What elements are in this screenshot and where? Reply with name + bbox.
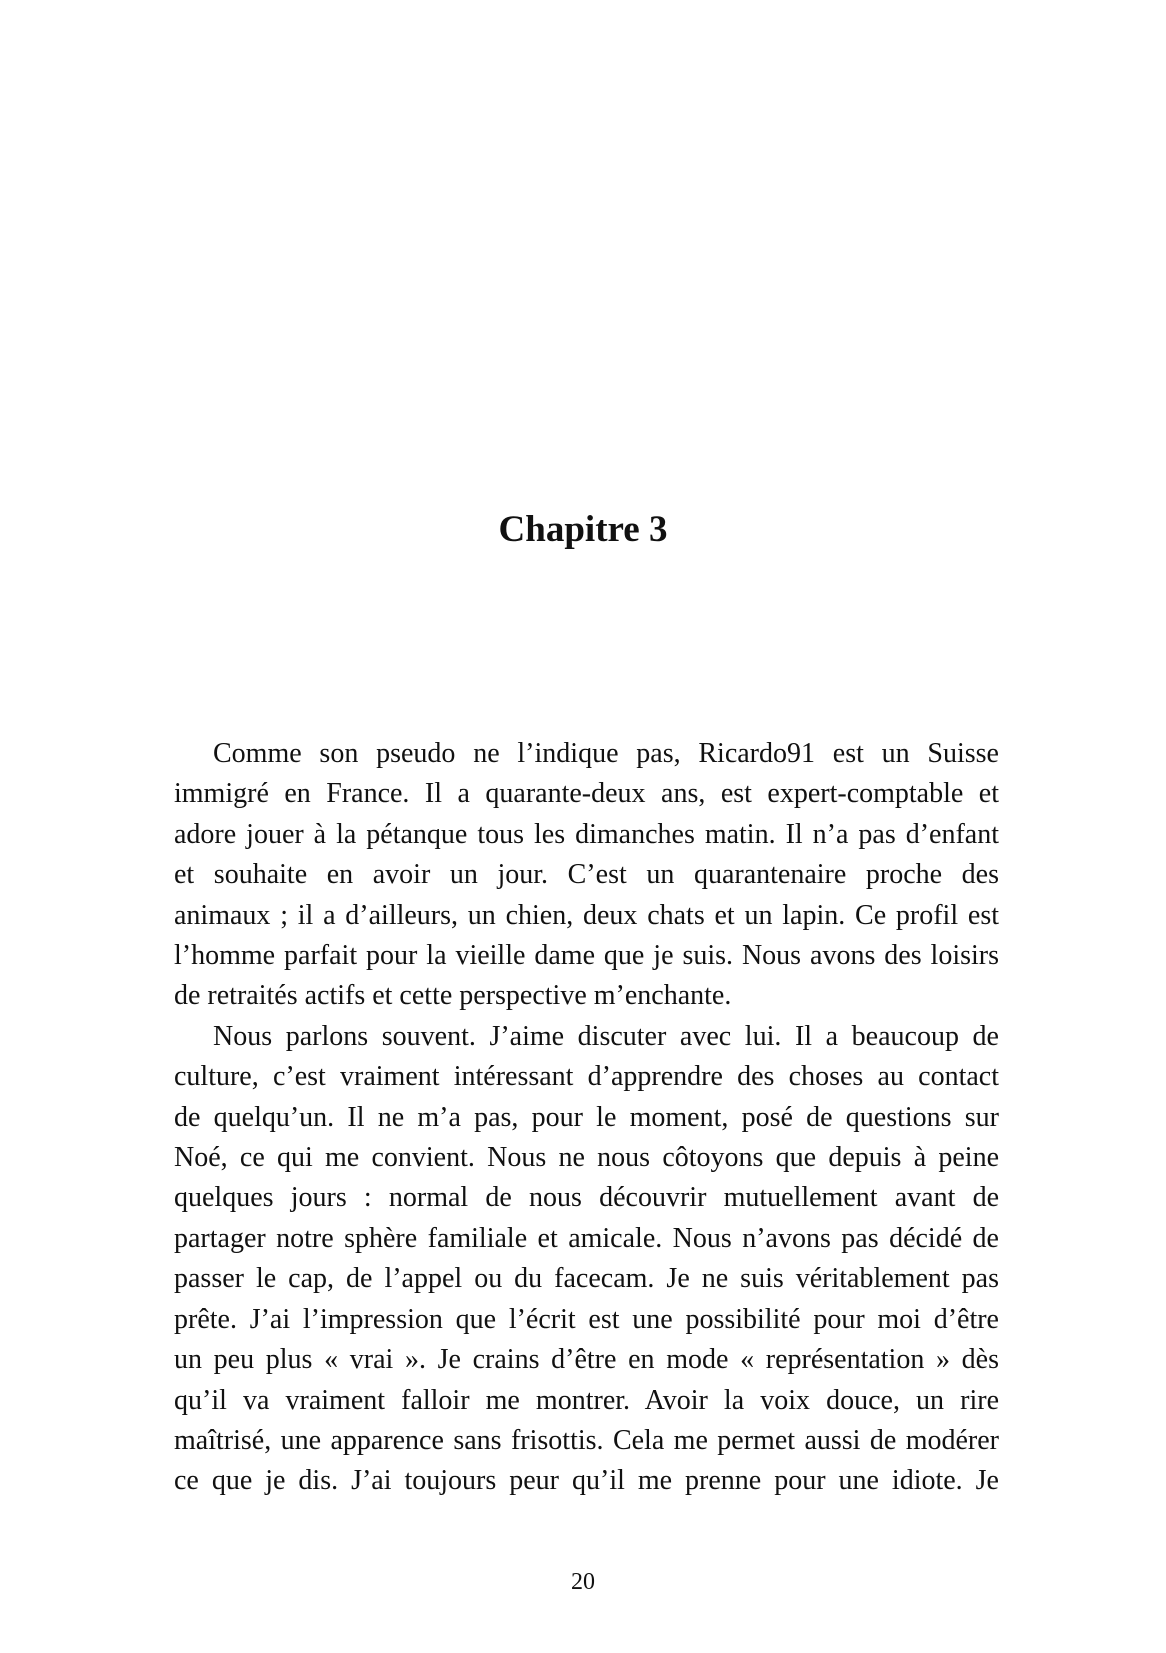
text-line: de quelqu’un. Il ne m’a pas, pour le moment, posé de questions sur — [174, 1101, 999, 1133]
text-line: Nous parlons souvent. J’aime discuter avec lui. Il a beaucoup de — [213, 1020, 999, 1052]
paragraph-1 — [135, 734, 999, 1017]
text-line: et souhaite en avoir un jour. C’est un quarantenaire proche des — [174, 859, 999, 891]
text-line: ce que je dis. J’ai toujours peur qu’il me prenne pour une idiote. Je — [174, 1465, 999, 1497]
text-line: adore jouer à la pétanque tous les dimanches matin. Il n’a pas d’enfant — [174, 818, 999, 850]
text-line: partager notre sphère familiale et amicale. Nous n’avons pas décidé de — [174, 1222, 999, 1254]
text-line: un peu plus « vrai ». Je crains d’être en mode « représentation » dès — [174, 1344, 999, 1376]
text-line: quelques jours : normal de nous découvrir mutuellement avant de — [174, 1182, 999, 1214]
text-line: culture, c’est vraiment intéressant d’apprendre des choses au contact — [174, 1061, 999, 1093]
text-line: Noé, ce qui me convient. Nous ne nous côtoyons que depuis à peine — [174, 1142, 999, 1174]
text-line: animaux ; il a d’ailleurs, un chien, deux chats et un lapin. Ce profil est — [174, 899, 999, 931]
text-line: prête. J’ai l’impression que l’écrit est une possibilité pour moi d’être — [174, 1303, 999, 1335]
text-line: de retraités actifs et cette perspective m’enchante. — [174, 980, 732, 1012]
paragraph-2 — [135, 1017, 999, 1502]
text-line: l’homme parfait pour la vieille dame que je suis. Nous avons des loisirs — [174, 940, 999, 972]
body-text — [135, 734, 999, 1502]
text-line: passer le cap, de l’appel ou du facecam. Je ne suis véritablement pas — [174, 1263, 999, 1295]
text-line: maîtrisé, une apparence sans frisottis. Cela me permet aussi de modérer — [174, 1424, 999, 1456]
chapter-title: Chapitre 3 — [498, 509, 668, 550]
text-line: Comme son pseudo ne l’indique pas, Ricardo91 est un Suisse — [213, 738, 999, 769]
text-line: immigré en France. Il a quarante-deux ans, est expert-comptable et — [174, 778, 999, 810]
text-line: qu’il va vraiment falloir me montrer. Avoir la voix douce, un rire — [174, 1384, 999, 1416]
page-number: 20 — [571, 1569, 595, 1595]
